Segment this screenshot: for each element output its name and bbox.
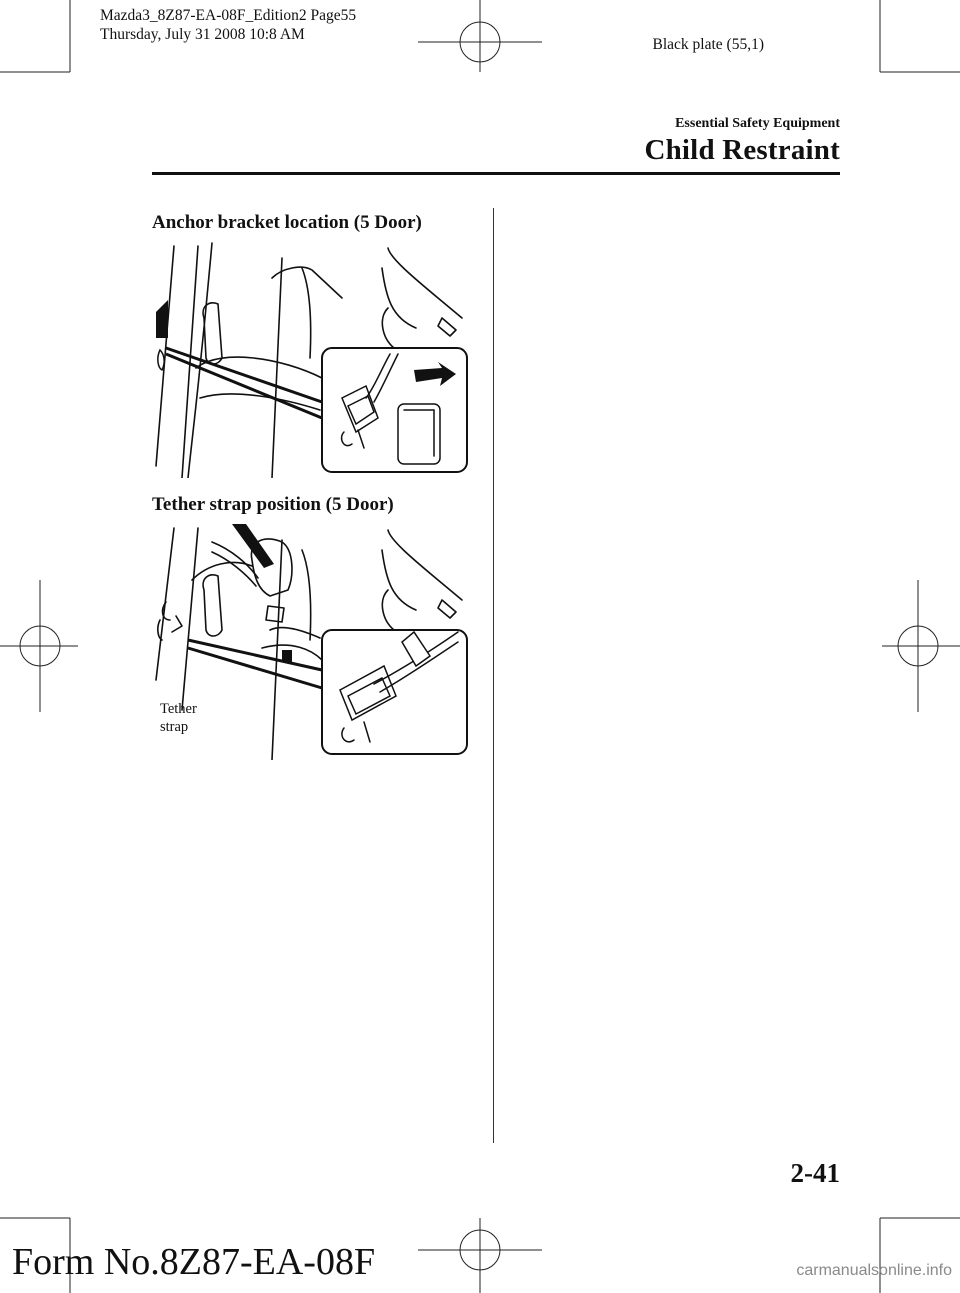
column-divider bbox=[493, 208, 494, 1143]
header-rule bbox=[152, 172, 840, 175]
form-number: Form No.8Z87-EA-08F bbox=[12, 1241, 376, 1283]
figure-title-anchor-bracket: Anchor bracket location (5 Door) bbox=[152, 212, 422, 233]
page-title: Child Restraint bbox=[644, 134, 840, 166]
plate-label: Black plate (55,1) bbox=[652, 36, 764, 53]
tether-strap-illustration bbox=[152, 520, 472, 760]
print-metadata: Mazda3_8Z87-EA-08F_Edition2 Page55 Thursday, July 31 2008 10:8 AM bbox=[100, 7, 357, 43]
tether-strap-callout: Tether strap bbox=[160, 701, 197, 735]
page-number: 2-41 bbox=[790, 1158, 840, 1188]
anchor-bracket-illustration bbox=[152, 238, 472, 478]
figure-title-tether-strap: Tether strap position (5 Door) bbox=[152, 494, 394, 515]
watermark-text: carmanualsonline.info bbox=[796, 1262, 952, 1279]
section-label: Essential Safety Equipment bbox=[675, 116, 840, 131]
